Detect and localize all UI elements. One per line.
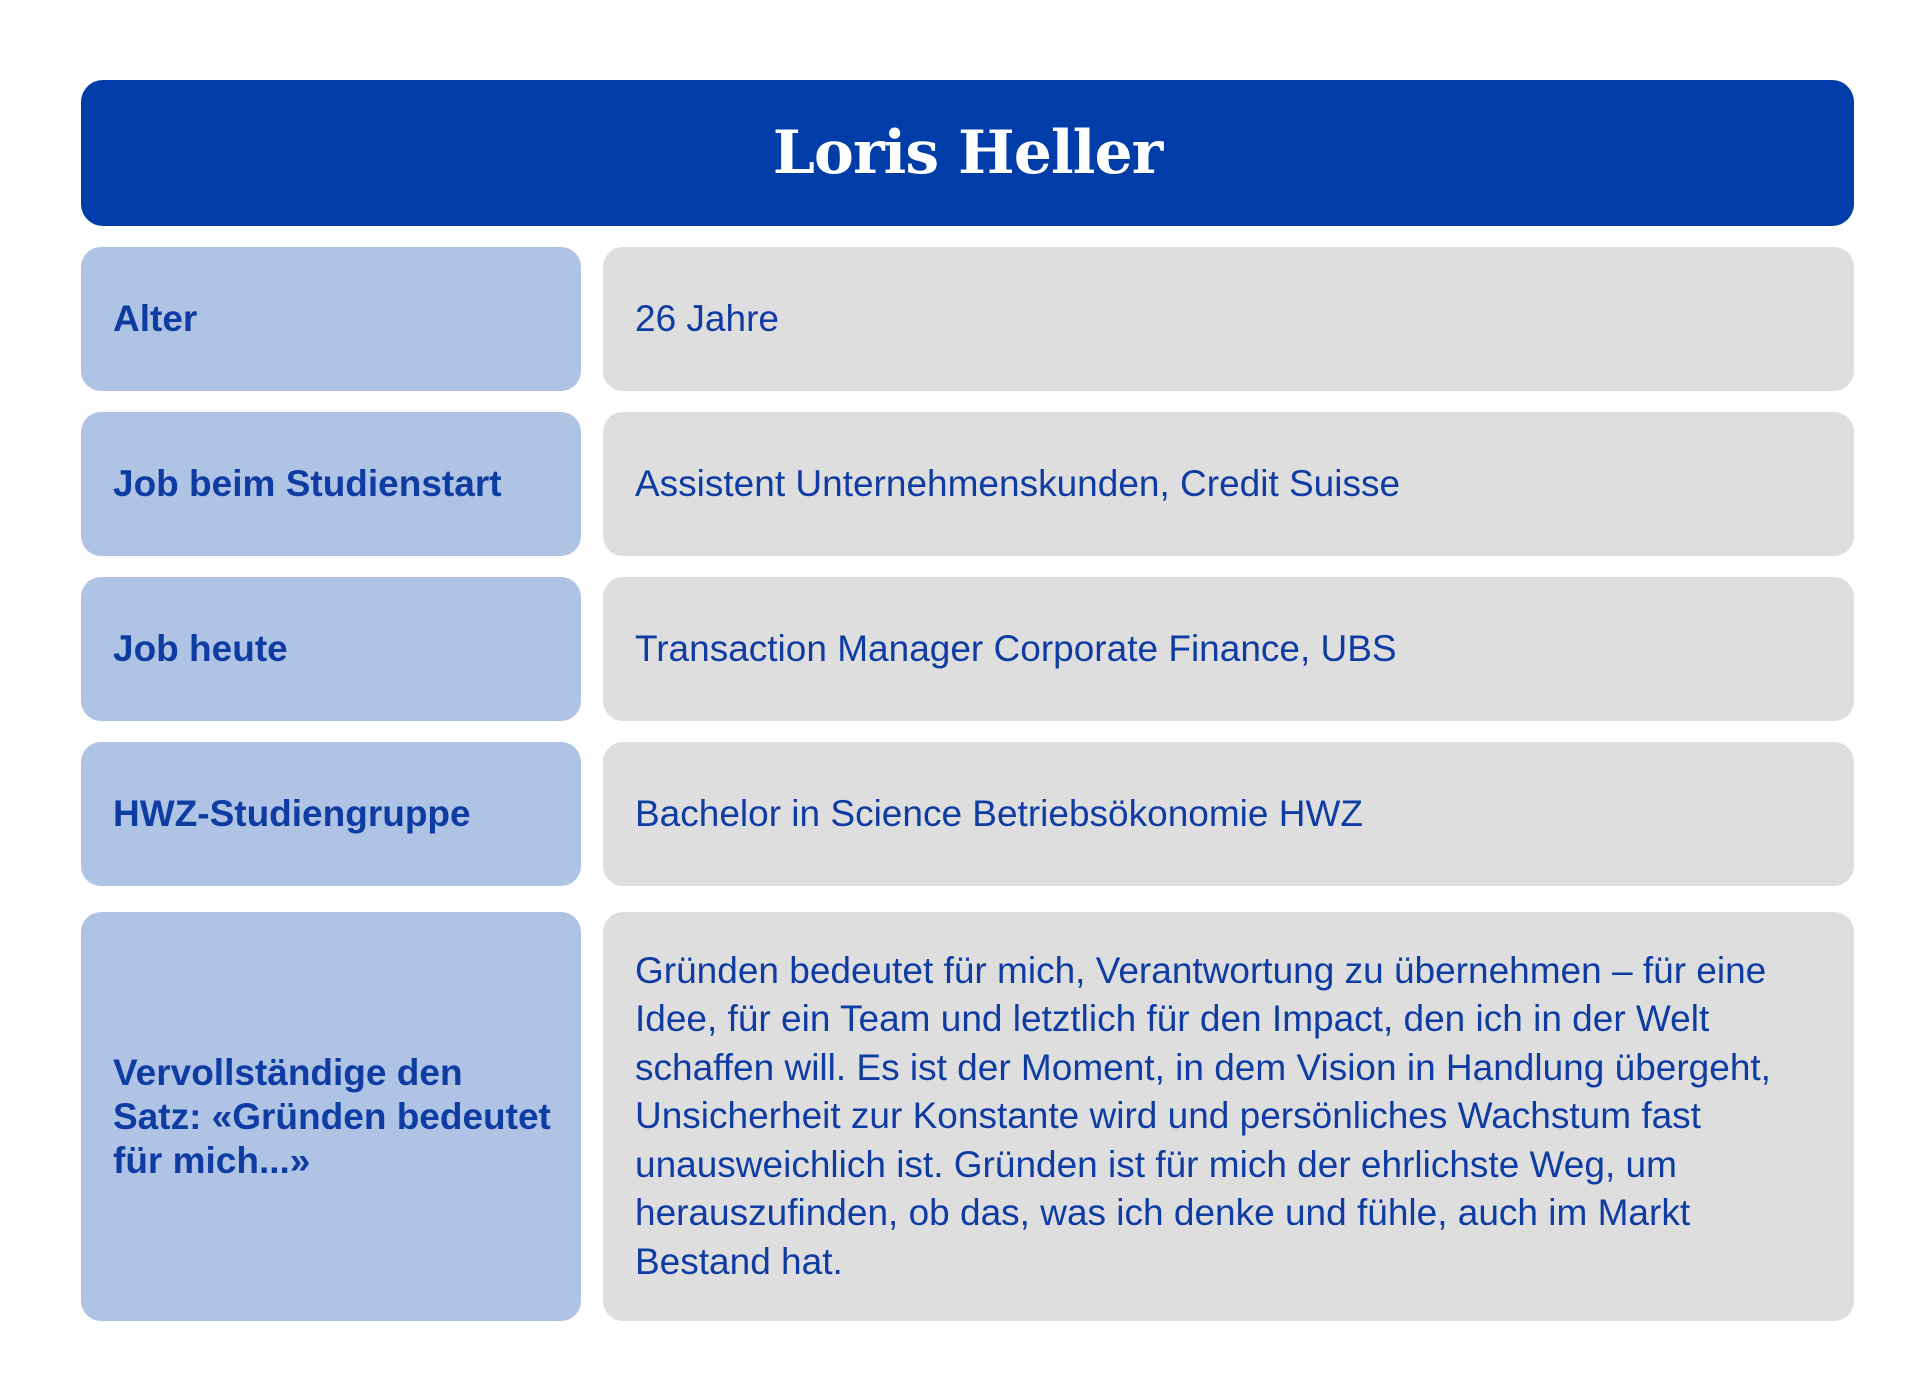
profile-card [81, 80, 1854, 1321]
row-label: HWZ-Studiengruppe [81, 742, 581, 886]
row-value: Gründen bedeutet für mich, Verantwortung zu übernehmen – für eine Idee, für ein Team und letztlich für den Impact, den ich in der Welt schaffen will. Es ist der Moment, in dem Vision in Handlung übergeht, Unsicherheit zur Konstante wird und persönliches Wachstum fast unausweichlich ist. Gründen ist für mich der ehrlichste Weg, um herauszufinden, ob das, was ich denke und fühle, auch im Markt Bestand hat. [603, 912, 1854, 1321]
row-study-group [81, 742, 1854, 886]
row-label: Vervollständige den Satz: «Gründen bedeutet für mich...» [81, 912, 581, 1321]
row-value: 26 Jahre [603, 247, 1854, 391]
row-value: Assistent Unternehmenskunden, Credit Suisse [603, 412, 1854, 556]
row-value: Bachelor in Science Betriebsökonomie HWZ [603, 742, 1854, 886]
row-age [81, 247, 1854, 391]
row-label: Alter [81, 247, 581, 391]
row-label: Job beim Studienstart [81, 412, 581, 556]
profile-name: Loris Heller [772, 118, 1163, 188]
row-label: Job heute [81, 577, 581, 721]
row-value: Transaction Manager Corporate Finance, UBS [603, 577, 1854, 721]
row-job-at-study-start [81, 412, 1854, 556]
profile-header [81, 80, 1854, 226]
row-founding-quote [81, 912, 1854, 1321]
row-job-today [81, 577, 1854, 721]
